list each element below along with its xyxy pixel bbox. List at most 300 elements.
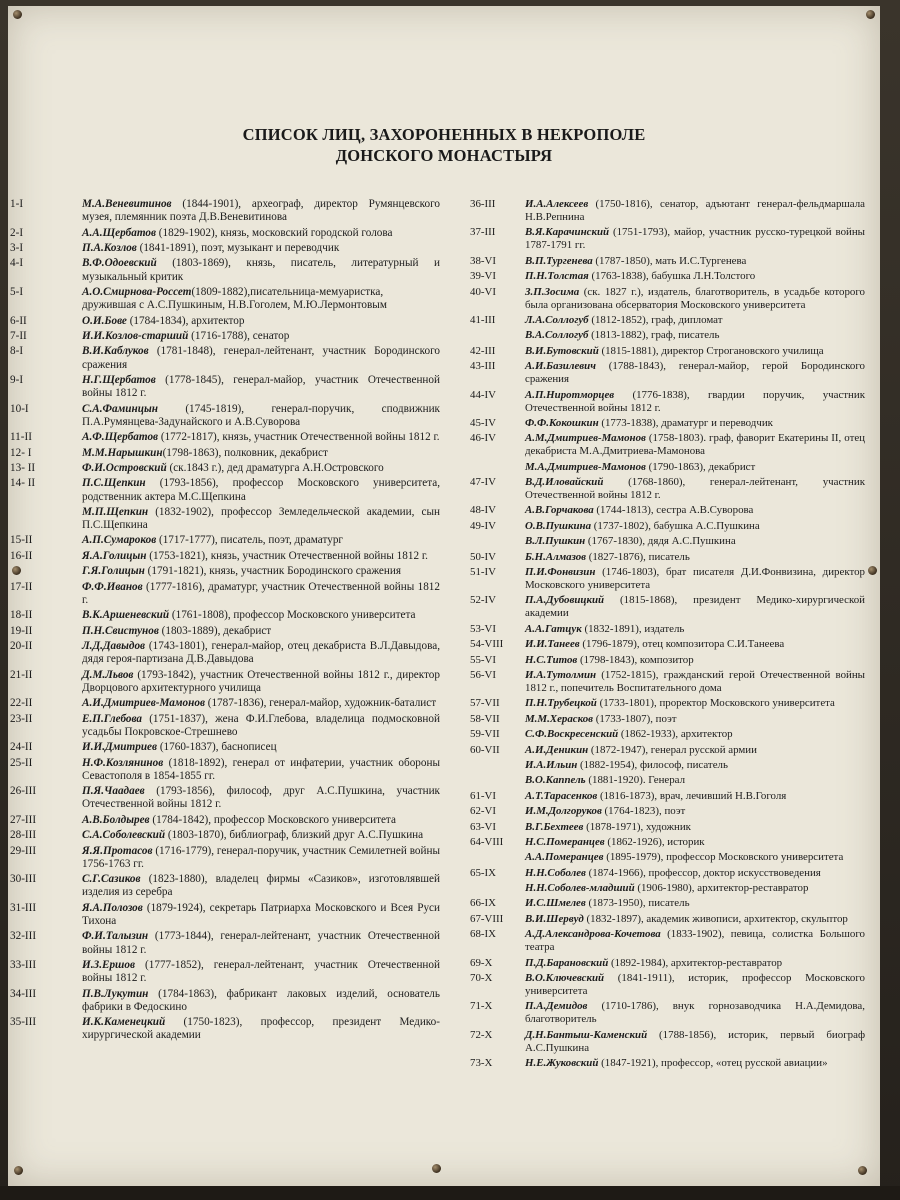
person-name: Л.Д.Давыдов xyxy=(82,640,146,653)
grave-number: 51-IV xyxy=(470,566,497,579)
entry-text xyxy=(525,432,865,458)
entry-text xyxy=(82,741,440,754)
person-name: П.В.Лукутин xyxy=(82,987,149,1000)
list-item xyxy=(10,534,440,547)
person-description: (1737-1802), бабушка А.С.Пушкина xyxy=(591,519,760,532)
grave-number: 30-III xyxy=(10,873,37,886)
person-description: (1847-1921), профессор, «отец русской авиации» xyxy=(598,1057,828,1070)
person-name: В.А.Соллогуб xyxy=(525,329,589,342)
entry-text xyxy=(525,270,865,283)
list-item xyxy=(470,432,865,458)
person-description: (1760-1837), баснописец xyxy=(157,741,277,754)
list-item xyxy=(10,785,440,811)
person-name: В.Я.Карачинский xyxy=(525,226,610,239)
grave-number xyxy=(470,329,525,342)
list-item xyxy=(10,506,440,532)
memorial-sheet xyxy=(8,6,880,1186)
person-name: А.П.Ниротморцев xyxy=(525,388,615,401)
person-description: (1787-1836), генерал-майор, художник-баталист xyxy=(204,697,437,710)
person-name: В.И.Шервуд xyxy=(525,912,584,925)
grave-number: 71-X xyxy=(470,1000,493,1013)
screw-bottom-center-icon xyxy=(432,1164,441,1173)
person-description: (1746-1803), брат писателя Д.И.Фонвизина, директор Московского университета xyxy=(525,566,865,592)
person-name: В.Д.Иловайский xyxy=(525,476,604,489)
person-name: П.А.Дубовицкий xyxy=(525,594,605,607)
grave-number xyxy=(10,506,82,532)
person-name: З.П.Зосима xyxy=(525,285,580,298)
right-column xyxy=(470,198,865,1073)
list-item xyxy=(10,609,440,622)
entry-text xyxy=(525,728,865,741)
list-item xyxy=(10,640,440,666)
list-item xyxy=(10,713,440,739)
entry-text xyxy=(525,360,865,386)
grave-number xyxy=(470,759,525,772)
entry-text xyxy=(82,959,440,985)
grave-number: 50-IV xyxy=(470,550,497,563)
person-name: В.И.Бутовский xyxy=(525,344,599,357)
person-description: (1815-1881), директор Строгановского училища xyxy=(598,344,824,357)
person-description: (1862-1926), историк xyxy=(604,835,705,848)
entry-text xyxy=(82,829,440,842)
list-item xyxy=(470,744,865,757)
person-description: (1796-1879), отец композитора С.И.Танеева xyxy=(579,638,785,651)
person-name: А.А.Гатцук xyxy=(525,622,582,635)
list-item xyxy=(10,565,440,578)
list-item xyxy=(470,417,865,430)
person-description: (1778-1845), генерал-майор, участник Отечественной войны 1812 г. xyxy=(82,373,440,400)
list-item xyxy=(470,255,865,268)
grave-number xyxy=(470,851,525,864)
grave-number: 72-X xyxy=(470,1028,493,1041)
screw-mid-right-icon xyxy=(868,566,877,575)
grave-number: 31-III xyxy=(10,901,37,914)
person-description: (1752-1815), гражданский герой Отечественной войны 1812 г., попечитель Воспитательного дома xyxy=(525,668,865,694)
person-description: (1773-1844), генерал-лейтенант, участник Отечественной войны 1812 г. xyxy=(82,930,440,956)
person-name: И.К.Каменецкий xyxy=(82,1016,166,1029)
person-description: (1793-1842), участник Отечественной войны 1812 г., директор Дворцового архитектурного училища xyxy=(82,668,440,694)
list-item xyxy=(470,774,865,787)
person-name: М.М.Херасков xyxy=(525,712,594,725)
grave-number: 10-I xyxy=(10,402,29,415)
person-name: А.И.Деникин xyxy=(525,743,589,756)
person-description: (1833-1902), певица, солистка Большого театра xyxy=(525,928,865,954)
entry-text xyxy=(82,713,440,739)
grave-number: 35-III xyxy=(10,1016,37,1029)
person-description: (1832-1891), издатель xyxy=(581,622,685,635)
person-name: И.И.Дмитриев xyxy=(82,741,158,754)
person-name: Н.Н.Соболев-младший xyxy=(525,882,635,895)
list-item xyxy=(10,330,440,343)
grave-number: 57-VII xyxy=(470,697,500,710)
person-name: А.Т.Тарасенков xyxy=(525,789,598,802)
person-description: (1844-1901), археограф, директор Румянцевского музея, племянник поэта Д.В.Веневитинова xyxy=(82,198,440,224)
person-description: (1776-1838), гвардии поручик, участник Отечественной войны 1812 г. xyxy=(525,388,865,414)
entry-text xyxy=(525,504,865,517)
person-name: С.Ф.Воскресенский xyxy=(525,728,619,741)
person-description: (1892-1984), архитектор-реставратор xyxy=(608,956,783,969)
grave-number xyxy=(470,774,525,787)
person-description: (1768-1860), генерал-лейтенант, участник Отечественной войны 1812 г. xyxy=(525,476,865,502)
list-item xyxy=(470,360,865,386)
list-item xyxy=(10,873,440,899)
entry-text xyxy=(525,594,865,620)
entry-text xyxy=(525,255,865,268)
entry-text xyxy=(82,640,440,666)
person-name: Я.А.Полозов xyxy=(82,901,143,914)
grave-number: 45-IV xyxy=(470,416,497,429)
list-item xyxy=(470,821,865,834)
entry-text xyxy=(525,790,865,803)
person-name: И.А.Ильин xyxy=(525,758,578,771)
person-description: (1832-1902), профессор Земледельческой академии, сын П.С.Щепкина xyxy=(82,505,440,532)
person-name: С.Г.Сазиков xyxy=(82,873,141,886)
entry-text xyxy=(525,897,865,910)
frame-bottom-edge xyxy=(0,1186,900,1200)
list-item xyxy=(470,957,865,970)
entry-text xyxy=(82,506,440,532)
entry-text xyxy=(82,902,440,928)
list-item xyxy=(470,476,865,502)
list-item xyxy=(10,988,440,1014)
grave-number: 67-VIII xyxy=(470,912,504,925)
person-name: В.О.Каппель xyxy=(525,774,586,787)
person-name: Н.С.Титов xyxy=(525,653,578,666)
person-description: (ск.1843 г.), дед драматурга А.Н.Островского xyxy=(166,461,384,474)
list-item xyxy=(470,928,865,954)
person-name: А.Ф.Щербатов xyxy=(82,431,159,444)
list-item xyxy=(470,913,865,926)
person-description: (1777-1816), драматург, участник Отечественной войны 1812 г. xyxy=(82,580,440,606)
person-name: Г.Я.Голицын xyxy=(82,565,145,578)
person-name: В.Г.Бехтеев xyxy=(525,820,584,833)
grave-number: 9-I xyxy=(10,373,24,386)
list-item xyxy=(10,227,440,240)
list-item xyxy=(10,959,440,985)
person-name: Н.С.Померанцев xyxy=(525,835,605,848)
person-description: (1809-1882),писательница-мемуаристка, дружившая с А.С.Пушкиным, Н.В.Гоголем, М.Ю.Лермонтовым xyxy=(82,285,387,312)
list-item xyxy=(10,741,440,754)
grave-number: 47-IV xyxy=(470,476,497,489)
entry-text xyxy=(525,744,865,757)
person-description: (1882-1954), философ, писатель xyxy=(577,758,728,771)
list-item xyxy=(470,594,865,620)
entry-text xyxy=(525,774,865,787)
entry-text xyxy=(525,759,865,772)
grave-number: 46-IV xyxy=(470,432,497,445)
list-item xyxy=(470,461,865,474)
list-item xyxy=(470,697,865,710)
grave-number: 29-III xyxy=(10,844,37,857)
person-description: (1798-1863), полковник, декабрист xyxy=(162,446,328,459)
person-name: В.Л.Пушкин xyxy=(525,535,586,548)
person-name: П.А.Демидов xyxy=(525,1000,588,1013)
grave-number: 3-I xyxy=(10,241,24,254)
list-item xyxy=(10,257,440,283)
person-name: А.М.Дмитриев-Мамонов xyxy=(525,432,646,445)
grave-number: 48-IV xyxy=(470,504,497,517)
list-item xyxy=(10,697,440,710)
person-name: А.А.Щербатов xyxy=(82,226,156,239)
person-name: А.О.Смирнова-Россет xyxy=(82,285,192,298)
person-description: (ск. 1827 г.), издатель, благотворитель, в усадьбе которого была организована обсерватория Московского университета xyxy=(525,285,865,311)
person-name: А.В.Болдырев xyxy=(82,813,150,826)
person-name: П.Д.Барановский xyxy=(525,956,609,969)
entry-text xyxy=(82,845,440,871)
entry-text xyxy=(82,257,440,283)
person-description: (1895-1979), профессор Московского университета xyxy=(603,851,844,864)
list-item xyxy=(470,198,865,224)
entry-text xyxy=(525,821,865,834)
person-description: (1773-1838), драматург и переводчик xyxy=(598,416,773,429)
title-line-1: СПИСОК ЛИЦ, ЗАХОРОНЕННЫХ В НЕКРОПОЛЕ xyxy=(242,125,646,144)
entry-text xyxy=(525,520,865,533)
list-item xyxy=(10,902,440,928)
entry-text xyxy=(525,638,865,651)
person-description: (1813-1882), граф, писатель xyxy=(588,329,720,342)
grave-number: 16-II xyxy=(10,549,33,562)
person-description: (1872-1947), генерал русской армии xyxy=(588,743,757,756)
grave-number: 8-I xyxy=(10,345,24,358)
person-description: (1764-1823), поэт xyxy=(601,805,686,818)
entry-text xyxy=(82,1016,440,1042)
entry-text xyxy=(525,329,865,342)
person-description: (1818-1892), генерал от инфатерии, участник обороны Севастополя в 1854-1855 гг. xyxy=(82,756,440,782)
person-description: (1791-1821), князь, участник Бородинского сражения xyxy=(144,565,401,578)
grave-number: 43-III xyxy=(470,360,496,373)
grave-number xyxy=(470,461,525,474)
list-item xyxy=(470,389,865,415)
person-description: (1787-1850), мать И.С.Тургенева xyxy=(592,254,747,267)
list-item xyxy=(10,447,440,460)
person-description: (1784-1863), фабрикант лаковых изделий, основатель фабрики в Федоскино xyxy=(82,987,440,1013)
person-description: (1793-1856), профессор Московского университета, родственник актера М.С.Щепкина xyxy=(82,477,440,503)
person-name: Н.Г.Щербатов xyxy=(82,373,156,386)
grave-number xyxy=(10,565,82,578)
grave-number xyxy=(470,882,525,895)
grave-number: 25-II xyxy=(10,756,33,769)
grave-number: 58-VII xyxy=(470,712,500,725)
entry-text xyxy=(82,227,440,240)
person-name: И.И.Танеев xyxy=(525,638,580,651)
list-item xyxy=(470,805,865,818)
entry-text xyxy=(525,389,865,415)
entry-text xyxy=(525,345,865,358)
person-description: (1803-1870), библиограф, близкий друг А.С.Пушкина xyxy=(165,829,424,842)
person-description: (1772-1817), князь, участник Отечественной войны 1812 г. xyxy=(158,431,440,444)
grave-number: 53-VI xyxy=(470,622,497,635)
entry-text xyxy=(82,374,440,400)
entry-text xyxy=(82,447,440,460)
person-description: (1717-1777), писатель, поэт, драматург xyxy=(156,534,343,547)
person-name: П.Н.Трубецкой xyxy=(525,697,597,710)
left-column xyxy=(10,198,440,1045)
list-item xyxy=(470,535,865,548)
grave-number: 21-II xyxy=(10,668,33,681)
list-item xyxy=(10,669,440,695)
screw-bottom-right-icon xyxy=(858,1166,867,1175)
person-description: (1803-1869), князь, писатель, литературный и музыкальный критик xyxy=(82,257,440,283)
person-description: (1753-1821), князь, участник Отечественной войны 1812 г. xyxy=(146,549,428,562)
grave-number: 55-VI xyxy=(470,653,497,666)
entry-text xyxy=(82,534,440,547)
list-item xyxy=(10,477,440,503)
entry-text xyxy=(525,226,865,252)
grave-number: 60-VII xyxy=(470,743,500,756)
entry-text xyxy=(525,417,865,430)
grave-number: 26-III xyxy=(10,785,37,798)
person-description: (1784-1842), профессор Московского университета xyxy=(149,813,396,826)
list-item xyxy=(470,345,865,358)
person-name: С.А.Соболевский xyxy=(82,829,166,842)
person-description: (1710-1786), внук горнозаводчика Н.А.Демидова, благотворитель xyxy=(525,1000,865,1026)
list-item xyxy=(10,431,440,444)
list-item xyxy=(470,897,865,910)
person-description: (1841-1911), историк, профессор Московского университета xyxy=(525,972,865,998)
list-item xyxy=(10,757,440,783)
person-description: (1879-1924), секретарь Патриарха Московского и Всея Руси Тихона xyxy=(82,901,440,927)
screw-top-left-icon xyxy=(13,10,22,19)
entry-text xyxy=(525,461,865,474)
entry-text xyxy=(525,535,865,548)
entry-text xyxy=(82,988,440,1014)
list-item xyxy=(10,625,440,638)
person-name: М.А.Дмитриев-Мамонов xyxy=(525,460,646,473)
entry-text xyxy=(82,697,440,710)
list-item xyxy=(10,345,440,371)
entry-text xyxy=(82,785,440,811)
grave-number: 73-X xyxy=(470,1057,493,1070)
list-item xyxy=(470,314,865,327)
list-item xyxy=(470,728,865,741)
list-item xyxy=(470,623,865,636)
list-item xyxy=(10,845,440,871)
grave-number: 54-VIII xyxy=(470,638,504,651)
list-item xyxy=(470,286,865,312)
entry-text xyxy=(82,462,440,475)
person-name: Д.М.Львов xyxy=(82,668,134,681)
entry-text xyxy=(525,1057,865,1070)
list-item xyxy=(470,638,865,651)
entry-text xyxy=(82,930,440,956)
entry-text xyxy=(82,550,440,563)
entry-text xyxy=(525,1029,865,1055)
grave-number: 61-VI xyxy=(470,789,497,802)
person-description: (1750-1816), сенатор, адъютант генерал-фельдмаршала Н.В.Репнина xyxy=(525,198,865,223)
grave-number: 52-IV xyxy=(470,594,497,607)
grave-number: 1-I xyxy=(10,198,24,210)
grave-number: 13- II xyxy=(10,461,36,474)
grave-number: 63-VI xyxy=(470,820,497,833)
list-item xyxy=(470,654,865,667)
person-name: В.П.Тургенева xyxy=(525,254,593,267)
person-name: Н.Ф.Козлянинов xyxy=(82,756,164,769)
person-description: (1841-1891), поэт, музыкант и переводчик xyxy=(136,241,340,254)
entry-text xyxy=(525,566,865,592)
entry-text xyxy=(82,198,440,224)
list-item xyxy=(470,329,865,342)
person-description: (1767-1830), дядя А.С.Пушкина xyxy=(585,535,736,548)
grave-number: 24-II xyxy=(10,741,33,754)
person-name: П.А.Козлов xyxy=(82,241,137,254)
person-description: (1751-1793), майор, участник русско-турецкой войны 1787-1791 гг. xyxy=(525,226,865,252)
list-item xyxy=(10,403,440,429)
entry-text xyxy=(525,551,865,564)
list-item xyxy=(10,550,440,563)
list-item xyxy=(10,930,440,956)
person-description: (1784-1834), архитектор xyxy=(126,314,245,327)
person-name: О.И.Бове xyxy=(82,314,127,327)
person-description: (1815-1868), президент Медико-хирургической академии xyxy=(525,594,865,620)
person-description: (1763-1838), бабушка Л.Н.Толстого xyxy=(588,270,756,283)
entry-text xyxy=(525,867,865,880)
person-name: С.А.Фаминцын xyxy=(82,402,158,415)
person-name: И.А.Алексеев xyxy=(525,198,589,210)
grave-number: 32-III xyxy=(10,930,37,943)
person-description: (1881-1920). Генерал xyxy=(585,774,686,787)
person-name: Я.Я.Протасов xyxy=(82,844,153,857)
list-item xyxy=(10,829,440,842)
list-item xyxy=(470,504,865,517)
person-description: (1790-1863), декабрист xyxy=(645,460,756,473)
grave-number: 36-III xyxy=(470,198,496,210)
page-title xyxy=(8,124,880,166)
person-name: Н.Е.Жуковский xyxy=(525,1057,599,1070)
entry-text xyxy=(82,286,440,312)
person-description: (1788-1843), генерал-майор, герой Бородинского сражения xyxy=(525,360,865,386)
person-name: П.И.Фонвизин xyxy=(525,566,596,579)
person-name: И.М.Долгоруков xyxy=(525,805,602,818)
person-description: (1798-1843), композитор xyxy=(577,653,694,666)
person-description: (1777-1852), генерал-лейтенант, участник Отечественной войны 1812 г. xyxy=(82,958,440,985)
list-item xyxy=(470,551,865,564)
list-item xyxy=(10,242,440,255)
entry-text xyxy=(525,851,865,864)
person-name: Н.Н.Соболев xyxy=(525,866,586,879)
grave-number: 49-IV xyxy=(470,519,497,532)
person-name: П.С.Щепкин xyxy=(82,477,146,490)
person-description: (1862-1933), архитектор xyxy=(618,728,733,741)
person-name: А.И.Базилевич xyxy=(525,360,596,373)
entry-text xyxy=(82,330,440,343)
person-name: П.Н.Свистунов xyxy=(82,624,159,637)
entry-text xyxy=(525,669,865,695)
list-item xyxy=(470,851,865,864)
grave-number: 12- I xyxy=(10,446,32,459)
person-description: (1793-1856), философ, друг А.С.Пушкина, участник Отечественной войны 1812 г. xyxy=(82,785,440,811)
entry-text xyxy=(525,928,865,954)
grave-number: 34-III xyxy=(10,987,37,1000)
person-name: М.А.Веневитинов xyxy=(82,198,172,210)
entry-text xyxy=(525,957,865,970)
list-item xyxy=(470,520,865,533)
grave-number: 70-X xyxy=(470,972,493,985)
grave-number: 38-VI xyxy=(470,254,497,267)
person-name: О.В.Пушкина xyxy=(525,519,592,532)
entry-text xyxy=(525,697,865,710)
entry-text xyxy=(525,972,865,998)
person-description: (1761-1808), профессор Московского университета xyxy=(169,609,416,622)
grave-number: 65-IX xyxy=(470,866,497,879)
entry-text xyxy=(82,625,440,638)
entry-text xyxy=(82,431,440,444)
list-item xyxy=(470,270,865,283)
grave-number: 39-VI xyxy=(470,270,497,283)
entry-text xyxy=(82,609,440,622)
person-name: В.К.Аршеневский xyxy=(82,609,170,622)
grave-number: 20-II xyxy=(10,640,33,653)
person-description: (1812-1852), граф, дипломат xyxy=(588,313,723,326)
